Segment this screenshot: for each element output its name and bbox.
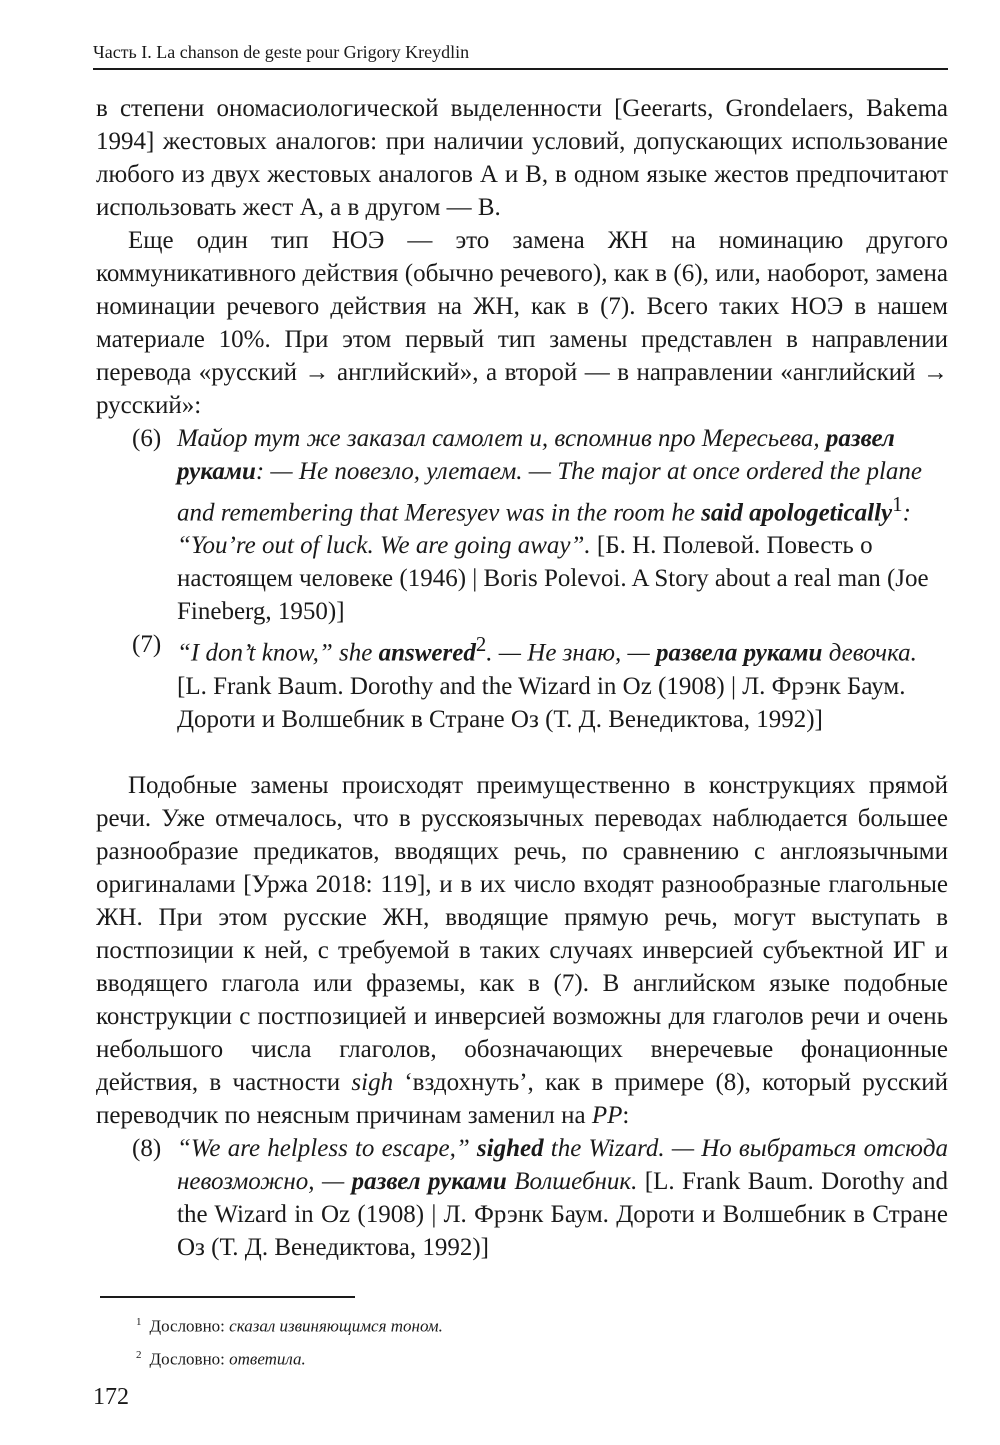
main-text [96, 92, 948, 1264]
example-text: “We are helpless to escape,” sighed the Wizard. — Но выбраться отсюда невозможно, — развел руками Волшебник. [L. Frank Baum. Dorothy and the Wizard in Oz (1908) | Л. Фрэнк Баум. Дороти и Волшебник в Стране Оз (Т. Д. Венедиктова, 1992)] [177, 1134, 949, 1261]
footnote-1: $^1$ Дословно: сказал извиняющимся тоном. [136, 1316, 443, 1336]
example-text: Майор тут же заказал самолет и, вспомнив про Мересьева, развел руками: — Не повезло, улетаем. — The major at once ordered the plane and remembering that Meresyev was in the room he said apologetically$^1$: “You’re out of luck. We are going away”. [Б. Н. Полевой. Повесть о настоящем человеке (1946) | Boris Polevoi. A Story about a real man (Joe Fineberg, 1950)] [177, 425, 929, 626]
example-source: [Б. Н. Полевой. Повесть о настоящем человеке (1946) | Boris Polevoi. A Story about a real man (Joe Fineberg, 1950)] [177, 532, 929, 626]
page-number: 172 [93, 1384, 129, 1410]
paragraph-1: в степени ономасиологической выделенности [Geerarts, Grondelaers, Bakema 1994] жестовых аналогов: при наличии условий, допускающих использование любого из двух жестовых аналогов А и В, в одном языке жестов предпочитают использовать жест А, а в другом — В. [96, 95, 948, 221]
example-number: (8) [132, 1134, 162, 1162]
footnote-2: $^2$ Дословно: ответила. [136, 1348, 306, 1369]
example-number: (6) [132, 425, 162, 452]
footnote-ref: 1 [892, 492, 903, 516]
example-7 [96, 628, 948, 735]
example-source: [L. Frank Baum. Dorothy and the Wizard in Oz (1908) | Л. Фрэнк Баум. Дороти и Волшебник в Стране Оз (Т. Д. Венедиктова, 1992)] [177, 1167, 949, 1261]
paragraph-3: Подобные замены происходят преимущественно в конструкциях прямой речи. Уже отмечалось, что в русскоязычных переводах наблюдается большее разнообразие предикатов, вводящих речь, по сравнению с англоязычными оригиналами [Уржа 2018: 119], и в их число входят разнообразные глагольные ЖН. При этом русские ЖН, вводящие прямую речь, могут выступать в постпозиции к ней, с требуемой в таких случаях инверсией субъектной ИГ и вводящего глагола или фраземы, как в (7). В английском языке подобные конструкции с постпозицией и инверсией возможны для глаголов речи и очень небольшого числа глаголов, обозначающих внеречевые фонационные действия, в частности sigh ‘вздохнуть’, как в примере (8), который русский переводчик по неясным причинам заменил на РР: [96, 771, 949, 1129]
paragraph-2: Еще один тип НОЭ — это замена ЖН на номинацию другого коммуникативного действия (обычно речевого), как в (6), или, наоборот, замена номинации речевого действия на ЖН, как в (7). Всего таких НОЭ в нашем материале 10%. При этом первый тип замены представлен в направлении перевода «русский → английский», а второй — в направлении «английский → русский»: [96, 227, 948, 419]
header-rule [93, 68, 948, 70]
example-source: [L. Frank Baum. Dorothy and the Wizard in Oz (1908) | Л. Фрэнк Баум. Дороти и Волшебник в Стране Оз (Т. Д. Венедиктова, 1992)] [177, 672, 906, 733]
example-text: “I don’t know,” she answered$^2$. — Не знаю, — развела руками девочка. [L. Frank Baum. Dorothy and the Wizard in Oz (1908) | Л. Фрэнк Баум. Дороти и Волшебник в Стране Оз (Т. Д. Венедиктова, 1992)] [177, 632, 917, 733]
paragraph-gap [96, 736, 948, 769]
footnote-ref: 2 [475, 632, 487, 657]
footnotes [100, 1296, 948, 1373]
running-title: Часть I. La chanson de geste pour Grigory Kreydlin [93, 42, 470, 62]
example-6 [96, 422, 948, 628]
example-8 [96, 1132, 948, 1264]
footnote-rule [100, 1296, 355, 1298]
example-number: (7) [132, 631, 162, 659]
